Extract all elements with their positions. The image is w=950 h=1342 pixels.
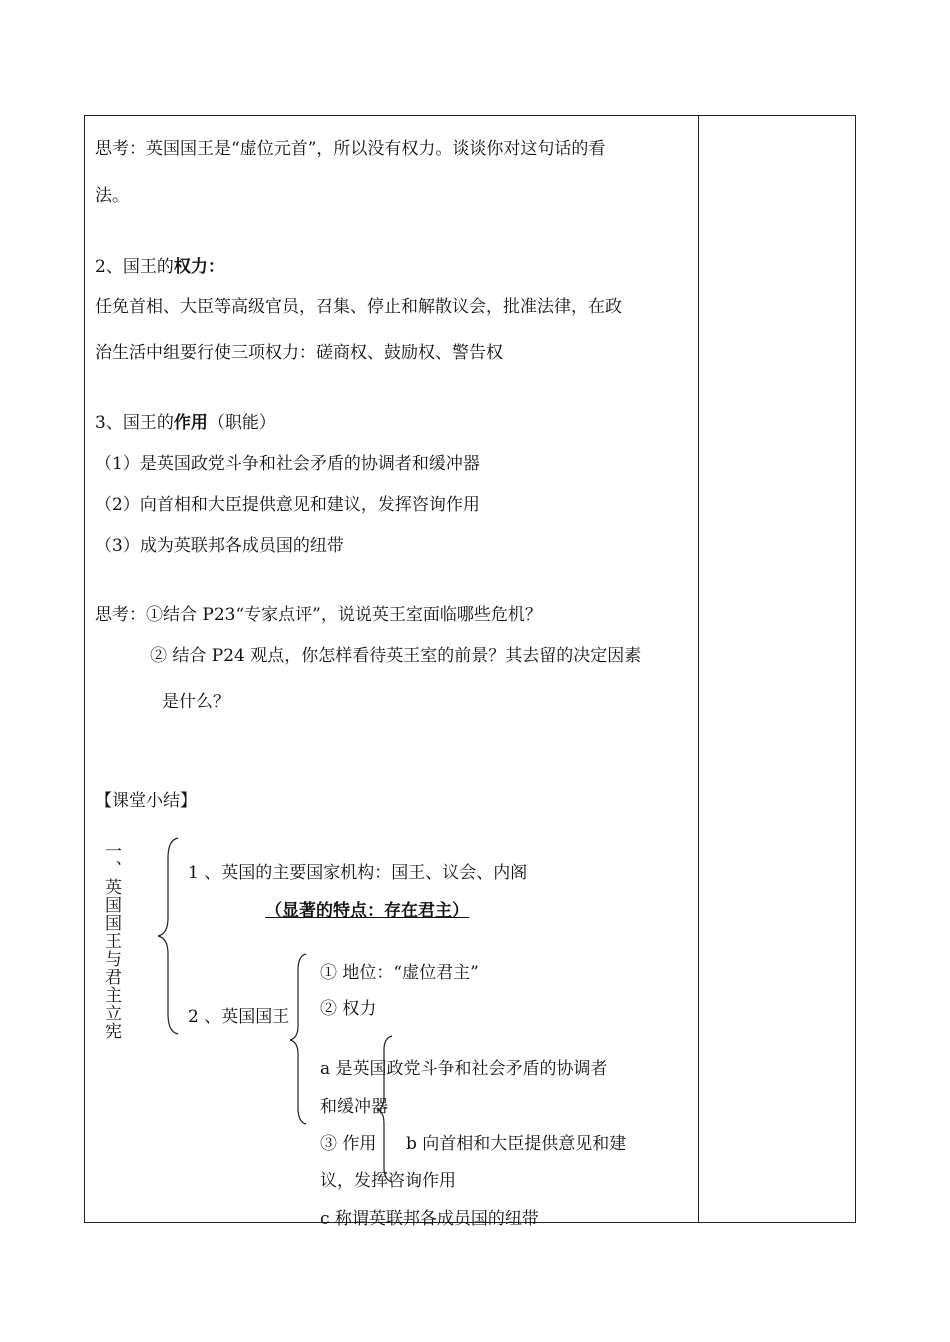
power-heading-bold: 权力：	[173, 257, 225, 277]
summary-title: 【课堂小结】	[95, 791, 197, 811]
summary-item-2: 2 、英国国王	[188, 1007, 290, 1027]
summary-item-1-feature: （显著的特点：存在君主）	[265, 901, 469, 921]
role-heading-prefix: 3、国王的	[95, 413, 174, 433]
summary-role-label: ③ 作用	[320, 1134, 377, 1154]
think-question-1-line-2: 法。	[95, 186, 129, 206]
power-line-1: 任免首相、大臣等高级官员，召集、停止和解散议会，批准法律，在政	[95, 297, 622, 317]
table-column-divider	[698, 115, 699, 1223]
summary-role-b-line-1: b 向首相和大臣提供意见和建	[406, 1134, 627, 1154]
power-line-2: 治生活中组要行使三项权力：磋商权、鼓励权、警告权	[95, 343, 503, 363]
role-heading	[95, 412, 276, 434]
role-item-1: （1）是英国政党斗争和社会矛盾的协调者和缓冲器	[95, 454, 480, 474]
summary-role-a-line-2: 和缓冲器	[320, 1097, 388, 1117]
table-frame	[84, 115, 856, 1223]
think-question-1-line-1: 思考：英国国王是“虚位元首”，所以没有权力。谈谈你对这句话的看	[95, 139, 606, 159]
summary-role-a-line-1: a 是英国政党斗争和社会矛盾的协调者	[320, 1059, 608, 1079]
role-item-2: （2）向首相和大臣提供意见和建议，发挥咨询作用	[95, 495, 480, 515]
summary-role-c: c 称谓英联邦各成员国的纽带	[320, 1209, 539, 1229]
power-heading	[95, 256, 225, 278]
role-item-3: （3）成为英联邦各成员国的纽带	[95, 536, 344, 556]
power-heading-prefix: 2、国王的	[95, 257, 174, 277]
summary-status: ① 地位：“虚位君主”	[320, 963, 479, 983]
think-question-2-q2-line-2: 是什么？	[162, 692, 230, 712]
role-heading-bold: 作用	[173, 413, 208, 433]
summary-role-b-line-2: 议，发挥咨询作用	[320, 1171, 456, 1191]
think-question-2-q1: 思考：①结合 P23“专家点评”，说说英王室面临哪些危机？	[95, 605, 542, 625]
summary-item-1: 1 、英国的主要国家机构：国王、议会、内阁	[188, 863, 528, 883]
role-heading-suffix: （职能）	[207, 413, 276, 433]
think-question-2-q2-line-1: ② 结合 P24 观点，你怎样看待英王室的前景？其去留的决定因素	[150, 646, 642, 666]
left-brace	[154, 836, 184, 1036]
king-brace	[288, 952, 312, 1126]
summary-power: ② 权力	[320, 999, 377, 1019]
summary-vertical-title: 一、英国国王与君主立宪	[101, 842, 121, 1040]
